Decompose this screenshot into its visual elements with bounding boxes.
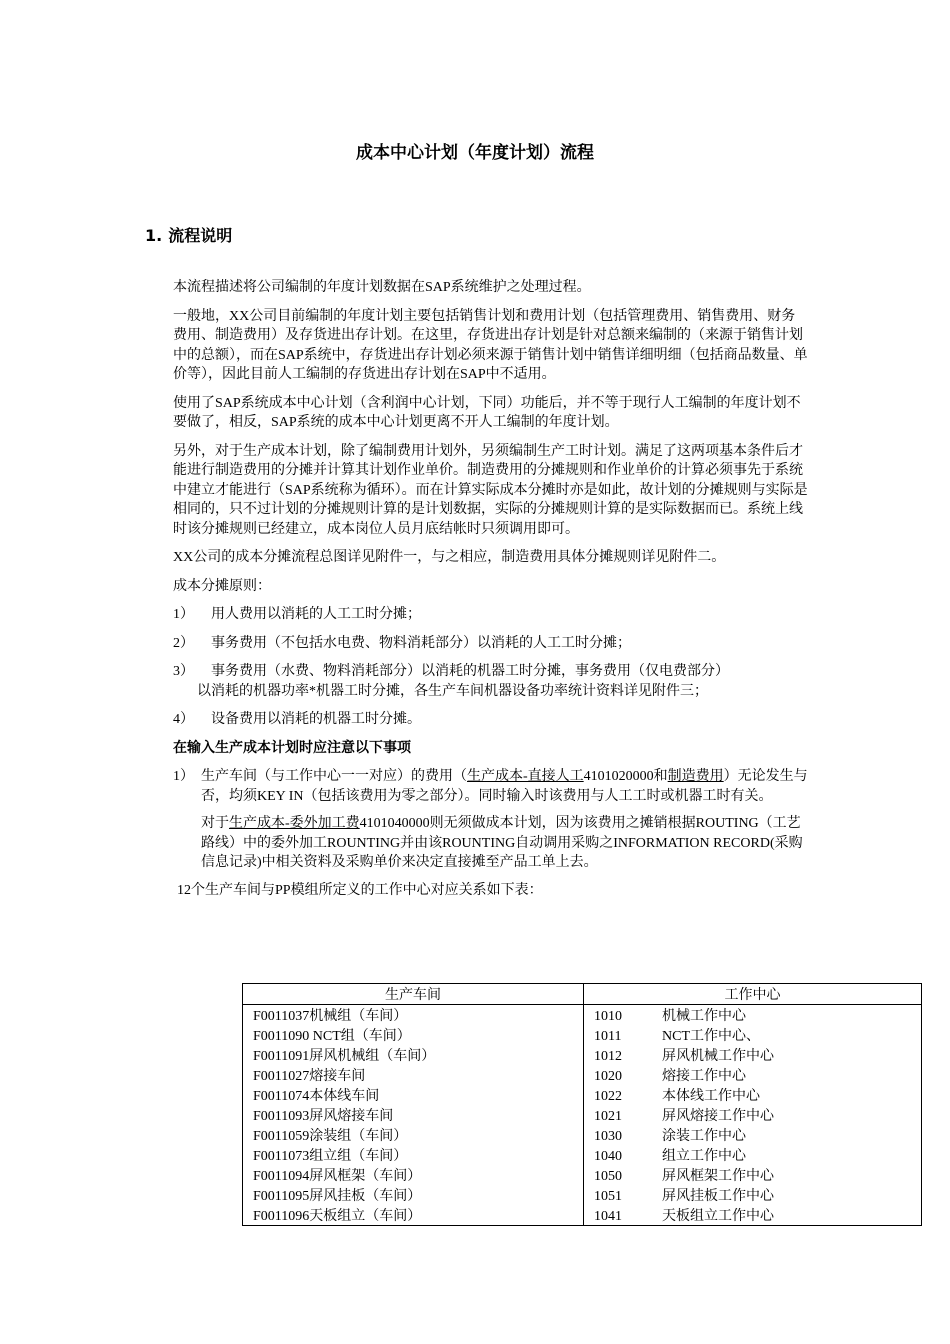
paragraph: 一般地，XX公司目前编制的年度计划主要包括销售计划和费用计划（包括管理费用、销售费用、财务费用、制造费用）及存货进出存计划。在这里，存货进出存计划是针对总额来编制的（来源于销售计划中的总额），而在SAP系统中，存货进出存计划必须来源于销售计划中销售详细明细（包括商品数量、单价等），因此目前人工编制的存货进出存计划在SAP中不适用。 xyxy=(173,308,808,382)
workcenter-code: 1011 xyxy=(594,1029,622,1044)
workshop-cell: F0011095屏风挂板（车间） xyxy=(243,1185,584,1205)
workcenter-cell xyxy=(584,1005,922,1026)
item-number: 1） xyxy=(173,769,194,784)
column-header-workcenter: 工作中心 xyxy=(584,984,922,1005)
table-row xyxy=(243,1145,922,1165)
notice-text-part: 4101040000则无须做成本计划，因为该费用之摊销根据ROUTING（工艺路线）中的委外加工ROUNTING并由该ROUNTING自动调用采购之INFORMATION RECORD(采购信息记录)中相关资料及采购单价来决定直接摊至产品工单上去。 xyxy=(201,816,803,870)
workcenter-code: 1051 xyxy=(594,1189,622,1204)
workcenter-cell xyxy=(584,1145,922,1165)
table-row xyxy=(243,1045,922,1065)
item-text: 设备费用以消耗的机器工时分摊。 xyxy=(211,712,421,727)
account-link-direct-labor: 生产成本-直接人工 xyxy=(467,769,584,784)
account-link-outsourcing: 生产成本-委外加工费 xyxy=(229,816,360,831)
workcenter-cell xyxy=(584,1205,922,1226)
notice-paragraph xyxy=(173,814,809,873)
paragraph: 另外，对于生产成本计划，除了编制费用计划外，另须编制生产工时计划。满足了这两项基本条件后才能进行制造费用的分摊并计算其计划作业单价。制造费用的分摊规则和作业单价的计算必须事先于系统中建立才能进行（SAP系统称为循环）。而在计算实际成本分摊时亦是如此，故计划的分摊规则与实际是相同的，只不过计划的分摊规则计算的是计划数据，实际的分摊规则计算的是实际数据而已。系统上线时该分摊规则已经建立，成本岗位人员月底结帐时只须调用即可。 xyxy=(173,443,808,537)
table-row xyxy=(243,1065,922,1085)
table-row xyxy=(243,1085,922,1105)
column-header-workshop: 生产车间 xyxy=(243,984,584,1005)
workcenter-name: 组立工作中心 xyxy=(662,1149,746,1164)
workcenter-cell xyxy=(584,1125,922,1145)
section-heading xyxy=(145,223,232,246)
workcenter-name: NCT工作中心、 xyxy=(662,1029,760,1044)
workshop-cell: F0011091屏风机械组（车间） xyxy=(243,1045,584,1065)
notice-text-part: 4101020000和 xyxy=(583,769,668,784)
workcenter-code: 1040 xyxy=(594,1149,622,1164)
workcenter-cell xyxy=(584,1165,922,1185)
workcenter-code: 1010 xyxy=(594,1009,622,1024)
workcenter-code: 1012 xyxy=(594,1049,622,1064)
workcenter-code: 1030 xyxy=(594,1129,622,1144)
notice-heading: 在输入生产成本计划时应注意以下事项 xyxy=(173,739,411,756)
table-row xyxy=(243,1005,922,1026)
workcenter-name: 本体线工作中心 xyxy=(662,1089,760,1104)
paragraph: 使用了SAP系统成本中心计划（含利润中心计划，下同）功能后，并不等于现行人工编制的年度计划不要做了，相反，SAP系统的成本中心计划更离不开人工编制的年度计划。 xyxy=(173,395,801,430)
workcenter-name: 涂装工作中心 xyxy=(662,1129,746,1144)
item-number: 1） xyxy=(173,607,194,622)
item-number: 3） xyxy=(173,664,194,679)
table-body xyxy=(243,1005,922,1226)
workcenter-name: 机械工作中心 xyxy=(662,1009,746,1024)
notice-text xyxy=(201,767,809,806)
notice-text-part: 生产车间（与工作中心一一对应）的费用（ xyxy=(201,769,467,784)
workshop-cell: F0011074本体线车间 xyxy=(243,1085,584,1105)
workshop-cell: F0011027熔接车间 xyxy=(243,1065,584,1085)
workshop-cell: F0011093屏风熔接车间 xyxy=(243,1105,584,1125)
notice-text-part: ）无论发生与否，均须KEY IN（包括该费用为零之部分）。同时输入时该费用与人工工时或机器工时有关。 xyxy=(201,769,808,804)
workcenter-code: 1021 xyxy=(594,1109,622,1124)
workcenter-code: 1050 xyxy=(594,1169,622,1184)
workcenter-code: 1022 xyxy=(594,1089,622,1104)
workshop-cell: F0011059涂装组（车间） xyxy=(243,1125,584,1145)
principle-item xyxy=(173,662,809,701)
workshop-cell: F0011073组立组（车间） xyxy=(243,1145,584,1165)
workcenter-cell xyxy=(584,1065,922,1085)
workcenter-cell xyxy=(584,1105,922,1125)
paragraph: 本流程描述将公司编制的年度计划数据在SAP系统维护之处理过程。 xyxy=(173,280,591,295)
workcenter-code: 1041 xyxy=(594,1209,622,1224)
item-number: 2） xyxy=(173,635,194,651)
principle-item xyxy=(173,710,809,730)
workcenter-cell xyxy=(584,1025,922,1045)
table-row xyxy=(243,1205,922,1226)
paragraph: XX公司的成本分摊流程总图详见附件一，与之相应，制造费用具体分摊规则详见附件二。 xyxy=(173,550,726,565)
section-label: 流程说明 xyxy=(168,226,233,245)
workcenter-name: 屏风机械工作中心 xyxy=(662,1049,774,1064)
workcenter-cell xyxy=(584,1045,922,1065)
table-caption: 12个生产车间与PP模组所定义的工作中心对应关系如下表： xyxy=(177,882,543,898)
principle-item xyxy=(173,605,809,625)
workcenter-name: 熔接工作中心 xyxy=(662,1069,746,1084)
workcenter-table xyxy=(242,983,922,1226)
section-number: 1. xyxy=(145,226,163,245)
table-row xyxy=(243,1025,922,1045)
workshop-cell: F0011096天板组立（车间） xyxy=(243,1205,584,1226)
paragraph: 成本分摊原则： xyxy=(173,578,271,594)
workcenter-cell xyxy=(584,1085,922,1105)
workshop-cell: F0011094屏风框架（车间） xyxy=(243,1165,584,1185)
workcenter-cell xyxy=(584,1185,922,1205)
item-text: 事务费用（不包括水电费、物料消耗部分）以消耗的人工工时分摊； xyxy=(211,635,631,651)
workcenter-name: 天板组立工作中心 xyxy=(662,1209,774,1224)
body-text xyxy=(173,278,809,904)
item-text-continued: 以消耗的机器功率*机器工时分摊，各生产车间机器设备功率统计资料详见附件三； xyxy=(197,683,708,699)
notice-item xyxy=(173,767,809,806)
workcenter-name: 屏风框架工作中心 xyxy=(662,1169,774,1184)
workcenter-name: 屏风挂板工作中心 xyxy=(662,1189,774,1204)
item-text: 事务费用（水费、物料消耗部分）以消耗的机器工时分摊，事务费用（仅电费部分） xyxy=(211,664,729,679)
workcenter-code: 1020 xyxy=(594,1069,622,1084)
item-number: 4） xyxy=(173,712,194,727)
workshop-cell: F0011037机械组（车间） xyxy=(243,1005,584,1026)
table-header-row xyxy=(243,984,922,1005)
item-text: 用人费用以消耗的人工工时分摊； xyxy=(211,607,421,622)
workshop-cell: F0011090 NCT组（车间） xyxy=(243,1025,584,1045)
notice-text-part: 对于 xyxy=(201,816,229,831)
table-row xyxy=(243,1185,922,1205)
table-row xyxy=(243,1125,922,1145)
table-row xyxy=(243,1165,922,1185)
account-link-manufacturing-cost: 制造费用 xyxy=(667,769,724,784)
table-row xyxy=(243,1105,922,1125)
page-title: 成本中心计划（年度计划）流程 xyxy=(356,143,594,163)
principle-item xyxy=(173,634,809,654)
workcenter-name: 屏风熔接工作中心 xyxy=(662,1109,774,1124)
